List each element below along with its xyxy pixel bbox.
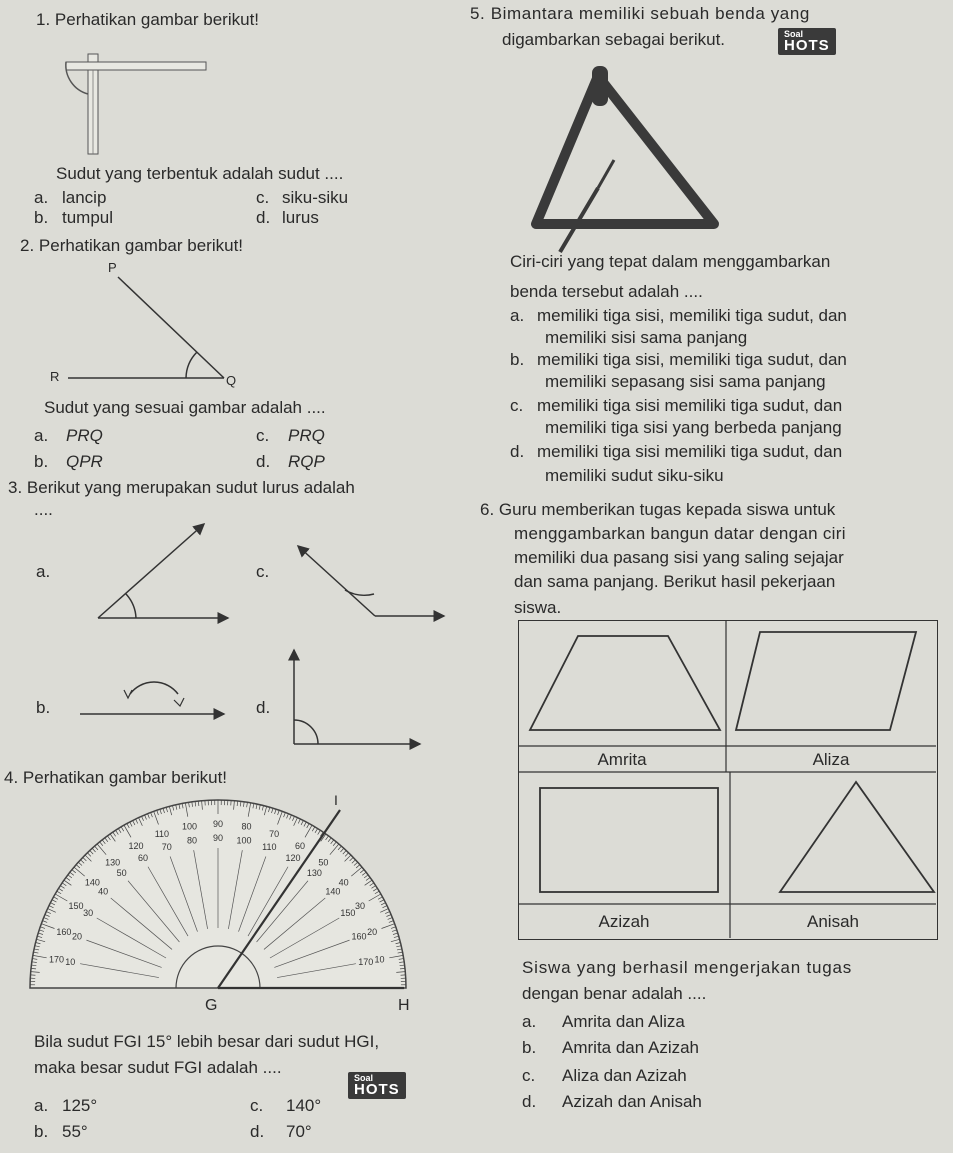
q1-option-c-text: siku-siku <box>282 188 349 207</box>
protractor-degree-label: 30 <box>83 908 94 918</box>
q6-name-aliza: Aliza <box>812 750 850 769</box>
protractor-degree-label: 170 <box>358 956 374 967</box>
q5-hots-badge-small: Soal <box>784 29 804 39</box>
q4-title: 4. Perhatikan gambar berikut! <box>4 768 228 787</box>
protractor-degree-label: 100 <box>182 821 198 832</box>
q4-option-c-text: 140° <box>286 1096 322 1115</box>
q2-option-d-text: RQP <box>288 452 325 471</box>
protractor-degree-label: 40 <box>338 877 349 888</box>
protractor-degree-label: 80 <box>186 835 197 846</box>
protractor-degree-label: 10 <box>374 954 385 965</box>
q4-label-h: H <box>398 997 410 1014</box>
q5-hots-badge-big: HOTS <box>784 37 830 54</box>
q5-line1: 5. Bimantara memiliki sebuah benda yang <box>470 4 810 23</box>
protractor-degree-label: 130 <box>105 857 121 868</box>
q5-question-line1: Ciri-ciri yang tepat dalam menggambarkan <box>510 252 831 271</box>
q6-line-5: siswa. <box>514 598 562 617</box>
q4-option-d-letter: d. <box>250 1122 265 1141</box>
q1-option-d-text: lurus <box>282 208 319 227</box>
q6-option-d-text: Azizah dan Anisah <box>562 1092 702 1111</box>
protractor-degree-label: 50 <box>116 868 127 879</box>
q3-option-d: d. <box>256 698 271 717</box>
q2-label-p: P <box>108 260 117 275</box>
q5-line2: digambarkan sebagai berikut. <box>502 30 726 49</box>
protractor-degree-label: 70 <box>269 828 280 839</box>
protractor-degree-label: 70 <box>161 842 172 853</box>
q2-label-r: R <box>50 369 60 384</box>
protractor-degree-label: 10 <box>65 956 76 967</box>
protractor-degree-label: 130 <box>306 868 322 879</box>
protractor-degree-label: 140 <box>325 886 341 897</box>
protractor-degree-label: 20 <box>367 926 378 937</box>
q4-option-c-letter: c. <box>250 1096 264 1115</box>
protractor-degree-label: 150 <box>68 901 84 911</box>
protractor-degree-label: 20 <box>72 931 83 942</box>
q6-name-amrita: Amrita <box>597 750 647 769</box>
q2-option-d-letter: d. <box>256 452 271 471</box>
q4-option-d-text: 70° <box>286 1122 312 1141</box>
protractor-degree-label: 80 <box>241 821 252 832</box>
q4-label-g: G <box>205 997 218 1014</box>
q6-question-line2: dengan benar adalah .... <box>522 984 707 1003</box>
q6-option-d-letter: d. <box>522 1092 537 1111</box>
q6-name-azizah: Azizah <box>598 912 650 931</box>
q4-label-i: I <box>334 792 338 808</box>
q4-question-line2: maka besar sudut FGI adalah .... <box>34 1058 282 1077</box>
q2-option-c-text: PRQ <box>288 426 325 445</box>
protractor-degree-label: 120 <box>285 853 301 864</box>
protractor-degree-label: 110 <box>262 842 277 853</box>
protractor-degree-label: 30 <box>355 901 366 911</box>
q6-option-b-text: Amrita dan Azizah <box>562 1038 700 1057</box>
q2-option-a-letter: a. <box>34 426 49 445</box>
protractor-degree-label: 100 <box>236 835 252 846</box>
q5-option-c-letter: c. <box>510 396 524 415</box>
q4-option-b-text: 55° <box>62 1122 88 1141</box>
q2-option-b-text: QPR <box>66 452 103 471</box>
q4-hots-badge-small: Soal <box>354 1073 374 1083</box>
q1-option-a-letter: a. <box>34 188 49 207</box>
q1-option-c-letter: c. <box>256 188 270 207</box>
q5-option-d-line2: memiliki sudut siku-siku <box>545 466 724 485</box>
q6-line-3: memiliki dua pasang sisi yang saling sejajar <box>514 548 844 567</box>
protractor-degree-label: 120 <box>128 840 144 851</box>
q5-option-a-letter: a. <box>510 306 525 325</box>
protractor-degree-label: 60 <box>294 840 306 851</box>
q5-option-b-line1: memiliki tiga sisi, memiliki tiga sudut, dan <box>537 350 847 369</box>
q4-option-a-letter: a. <box>34 1096 49 1115</box>
q6-option-b-letter: b. <box>522 1038 537 1057</box>
q3-title: 3. Berikut yang merupakan sudut lurus adalah <box>8 478 355 497</box>
q5-option-d-letter: d. <box>510 442 525 461</box>
q4-option-a-text: 125° <box>62 1096 98 1115</box>
q4-hots-badge-big: HOTS <box>354 1081 400 1098</box>
q3-option-c: c. <box>256 562 270 581</box>
q3-dots: .... <box>34 500 53 519</box>
q1-option-b-letter: b. <box>34 208 49 227</box>
q5-option-d-line1: memiliki tiga sisi memiliki tiga sudut, dan <box>537 442 843 461</box>
q2-question: Sudut yang sesuai gambar adalah .... <box>44 398 326 417</box>
protractor-degree-label: 170 <box>48 954 65 965</box>
q1-option-d-letter: d. <box>256 208 271 227</box>
q6-line-4: dan sama panjang. Berikut hasil pekerjaan <box>514 572 836 591</box>
q2-option-b-letter: b. <box>34 452 49 471</box>
q2-title: 2. Perhatikan gambar berikut! <box>20 236 244 255</box>
q4-question-line1: Bila sudut FGI 15° lebih besar dari sudut HGI, <box>34 1032 380 1051</box>
q4-option-b-letter: b. <box>34 1122 49 1141</box>
q2-label-q: Q <box>226 373 237 388</box>
q1-option-b-text: tumpul <box>62 208 114 227</box>
q6-option-a-text: Amrita dan Aliza <box>562 1012 685 1031</box>
q5-option-b-line2: memiliki sepasang sisi sama panjang <box>545 372 826 391</box>
q2-option-c-letter: c. <box>256 426 270 445</box>
q1-question: Sudut yang terbentuk adalah sudut .... <box>56 164 344 183</box>
protractor-degree-label: 90 <box>212 819 224 829</box>
q5-option-a-line1: memiliki tiga sisi, memiliki tiga sudut, dan <box>537 306 847 325</box>
protractor-degree-label: 140 <box>84 877 100 888</box>
q3-option-b: b. <box>36 698 51 717</box>
q1-option-a-text: lancip <box>62 188 107 207</box>
protractor-degree-label: 90 <box>212 833 224 843</box>
q1-title: 1. Perhatikan gambar berikut! <box>36 10 260 29</box>
q5-option-c-line1: memiliki tiga sisi memiliki tiga sudut, dan <box>537 396 843 415</box>
q6-line-2: menggambarkan bangun datar dengan ciri <box>514 524 846 543</box>
protractor-degree-label: 110 <box>154 828 170 839</box>
q6-option-a-letter: a. <box>522 1012 537 1031</box>
protractor-degree-label: 150 <box>340 908 356 918</box>
q6-option-c-letter: c. <box>522 1066 536 1085</box>
q6-name-anisah: Anisah <box>807 912 859 931</box>
protractor-degree-label: 160 <box>56 926 72 937</box>
q5-question-line2: benda tersebut adalah .... <box>510 282 703 301</box>
q2-option-a-text: PRQ <box>66 426 103 445</box>
protractor-degree-label: 160 <box>351 931 367 942</box>
protractor-degree-label: 60 <box>137 853 149 864</box>
q6-question-line1: Siswa yang berhasil mengerjakan tugas <box>522 958 853 977</box>
protractor-degree-label: 50 <box>318 857 329 868</box>
q6-line-1: 6. Guru memberikan tugas kepada siswa untuk <box>480 500 836 519</box>
q5-option-a-line2: memiliki sisi sama panjang <box>545 328 748 347</box>
protractor-degree-label: 40 <box>98 886 109 897</box>
q5-option-c-line2: memiliki tiga sisi yang berbeda panjang <box>545 418 842 437</box>
q5-option-b-letter: b. <box>510 350 525 369</box>
q3-option-a: a. <box>36 562 51 581</box>
q6-option-c-text: Aliza dan Azizah <box>562 1066 687 1085</box>
